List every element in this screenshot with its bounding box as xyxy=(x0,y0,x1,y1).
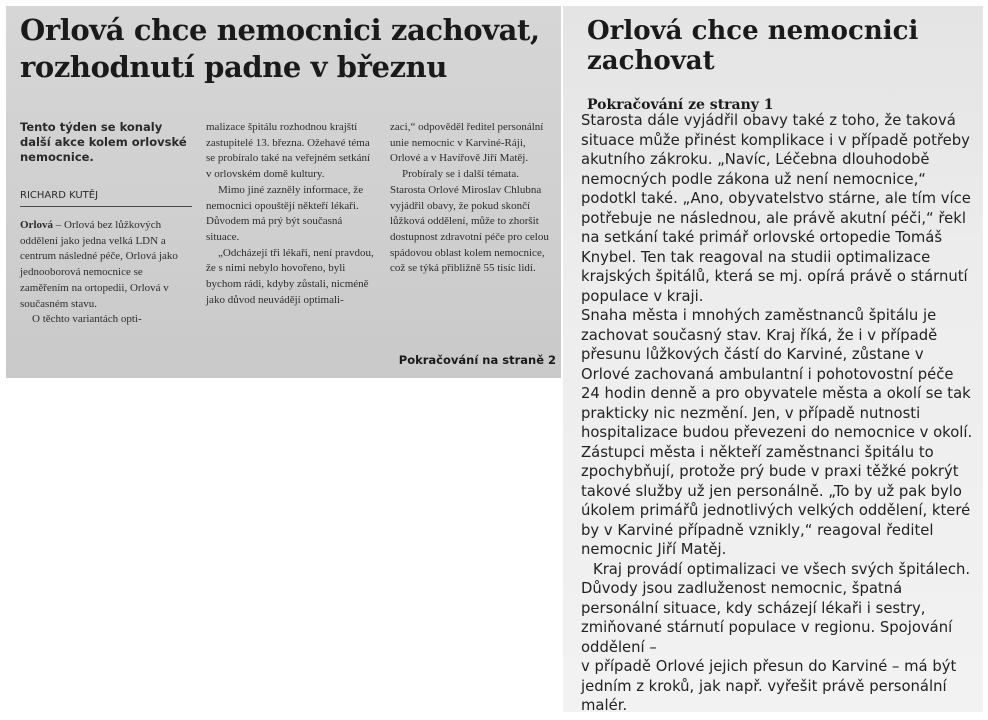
right-paragraph-3: Kraj provádí optimalizaci ve všech svých špitálech. Důvody jsou zadluženost nemocnic, špatná personální situace, kdy scházejí lékaři i sestry, zmiňované stárnutí populace v regionu. Spojování oddělení – xyxy=(581,560,971,656)
continued-on-page-2: Pokračování na straně 2 xyxy=(398,353,556,367)
left-col2-paragraph-1: malizace špitálu rozhodnou krajští zastupitelé 13. března. Ožehavé téma se probíralo také na veřejném setkání v orlovském domě kultury. xyxy=(206,121,371,181)
left-clipping xyxy=(6,6,561,378)
left-headline: Orlová chce nemocnici zachovat, rozhodnutí padne v březnu xyxy=(20,13,540,84)
continued-from-page-1: Pokračování ze strany 1 xyxy=(587,97,774,113)
left-col2-paragraph-2: Mimo jiné zazněly informace, že nemocnici opouštějí někteří lékaři. Důvodem má prý být současná situace. xyxy=(206,183,364,243)
left-col2-paragraph-3: „Odcházejí tři lékaři, není pravdou, že s nimi nebylo hovořeno, byli bychom rádi, kdyby zůstali, nicméně jako důvod neuvádějí optimali- xyxy=(206,246,374,306)
left-column-3 xyxy=(390,120,556,277)
left-column-1 xyxy=(20,218,192,328)
right-clipping xyxy=(563,6,983,712)
right-paragraph-4: v případě Orlové jejich přesun do Karviné – má být jedním z kroků, jak např. vyřešit právě personální malér. xyxy=(581,658,957,712)
left-column-2 xyxy=(206,120,374,308)
left-col1-paragraph-1 xyxy=(20,218,192,312)
right-paragraph-1: Starosta dále vyjádřil obavy také z toho, že taková situace může přinést komplikace i v případě potřeby akutního zákroku. „Navíc, Léčebna dlouhodobě nemocných podle zákona už není nemocnice,“ podotkl také. „Ano, obyvatelstvo stárne, ale tím více potřebuje ne následnou, ale právě akutní péči,“ řekl na setkání také primář orlovské ortopedie Tomáš Knybel. Ten tak reagoval na studii optimalizace krajských špitálů, která se mj. opírá právě o stárnutí populace v kraji. xyxy=(581,112,971,305)
right-body xyxy=(581,111,973,712)
left-lead: Tento týden se konaly další akce kolem orlovské nemocnice. xyxy=(20,120,187,164)
left-col1-paragraph-2: O těchto variantách opti- xyxy=(32,313,142,326)
dateline: Orlová xyxy=(20,219,53,231)
right-paragraph-2: Snaha města i mnohých zaměstnanců špitálu je zachovat současný stav. Kraj říká, že i v případě přesunu lůžkových částí do Karviné, zůstane v Orlové zachovaná ambulantní i pohotovostní péče 24 hodin denně a pro obyvatele města a okolí se tak prakticky nic nezmění. Jen, v případě nutnosti hospitalizace budou převezeni do nemocnice v okolí. Zástupci města i někteří zaměstnanci špitálu to zpochybňují, protože prý bude v praxi těžké pokrýt takové služby už jen personálně. „To by už pak bylo úkolem primářů jednotlivých velkých oddělení, které by v Karviné případně vznikly,“ reagoval ředitel nemocnic Jiří Matěj. xyxy=(581,307,973,558)
left-col1-p1-text: – Orlová bez lůžkových oddělení jako jedna velká LDN a centrum následné péče, Orlová jako jednooborová nemocnice se zaměřením na ortopedii, Orlová v současném stavu. xyxy=(20,219,178,310)
left-author: RICHARD KUTĚJ xyxy=(20,189,192,207)
right-headline: Orlová chce nemocnici zachovat xyxy=(587,16,919,76)
left-col3-paragraph-1: zaci,“ odpověděl ředitel personální unie nemocnic v Karviné-Ráji, Orlové a v Havířově Jiří Matěj. xyxy=(390,121,544,165)
left-col3-paragraph-2: Probíraly se i další témata. Starosta Orlové Miroslav Chlubna vyjádřil obavy, že pokud skončí lůžková oddělení, může to zhoršit dostupnost zdravotní péče pro celou spádovou oblast kolem nemocnice, což se týká přibližně 55 tisíc lidí. xyxy=(390,168,549,275)
